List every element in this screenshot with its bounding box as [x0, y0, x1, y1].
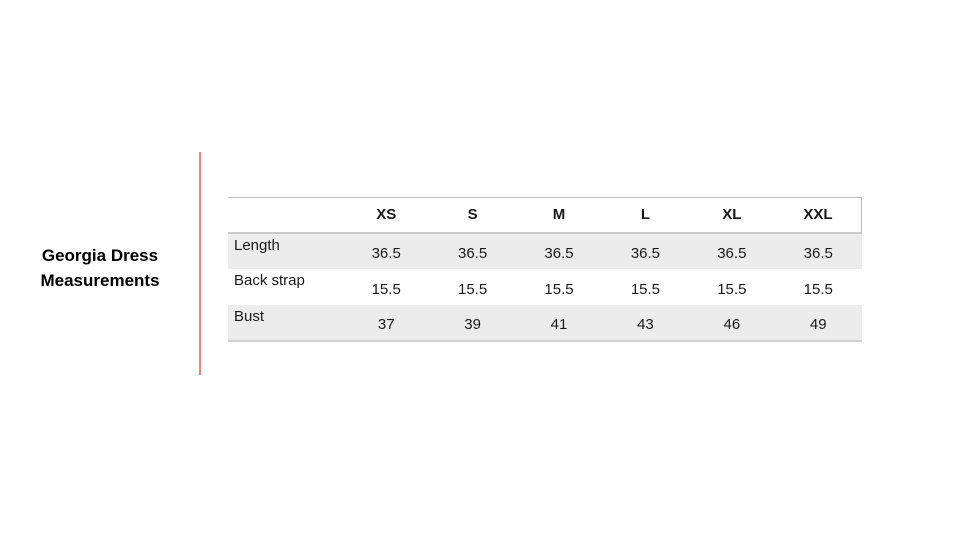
measurement-value: 15.5 [803, 280, 833, 298]
measurements-table [228, 197, 862, 342]
table-row [228, 233, 862, 269]
row-label: Back strap [234, 271, 305, 289]
row-label: Length [234, 236, 280, 254]
slide-title: Georgia Dress Measurements [40, 246, 160, 290]
measurement-value: 41 [550, 315, 568, 333]
table-header-row [228, 198, 862, 233]
measurement-value: 43 [637, 315, 654, 333]
measurement-value: 36.5 [371, 244, 401, 262]
measurement-value: 46 [723, 315, 741, 333]
measurement-value: 15.5 [458, 280, 488, 298]
size-header-l: L [602, 198, 688, 233]
measurement-value: 37 [377, 315, 395, 333]
size-header-m: M [516, 198, 602, 233]
measurement-value: 36.5 [458, 244, 488, 262]
measurement-value: 36.5 [803, 244, 833, 262]
measurement-value: 36.5 [717, 244, 747, 262]
row-label: Bust [234, 307, 265, 325]
measurement-value: 15.5 [544, 280, 574, 298]
size-header-xl: XL [689, 198, 775, 233]
measurement-value: 15.5 [717, 280, 747, 298]
measurement-value: 36.5 [630, 244, 661, 262]
table-row [228, 305, 862, 341]
measurement-value: 36.5 [544, 244, 574, 262]
measurement-value: 49 [809, 315, 827, 333]
measurement-value: 39 [464, 315, 481, 333]
size-header-xs: XS [343, 198, 429, 233]
vertical-divider-line [199, 152, 201, 375]
size-header-s: S [429, 198, 515, 233]
measurement-value: 15.5 [371, 280, 401, 298]
table-row [228, 269, 862, 305]
table-body [228, 233, 862, 341]
corner-cell [228, 198, 343, 233]
size-header-xxl: XXL [775, 198, 861, 233]
measurement-value: 15.5 [630, 280, 661, 298]
